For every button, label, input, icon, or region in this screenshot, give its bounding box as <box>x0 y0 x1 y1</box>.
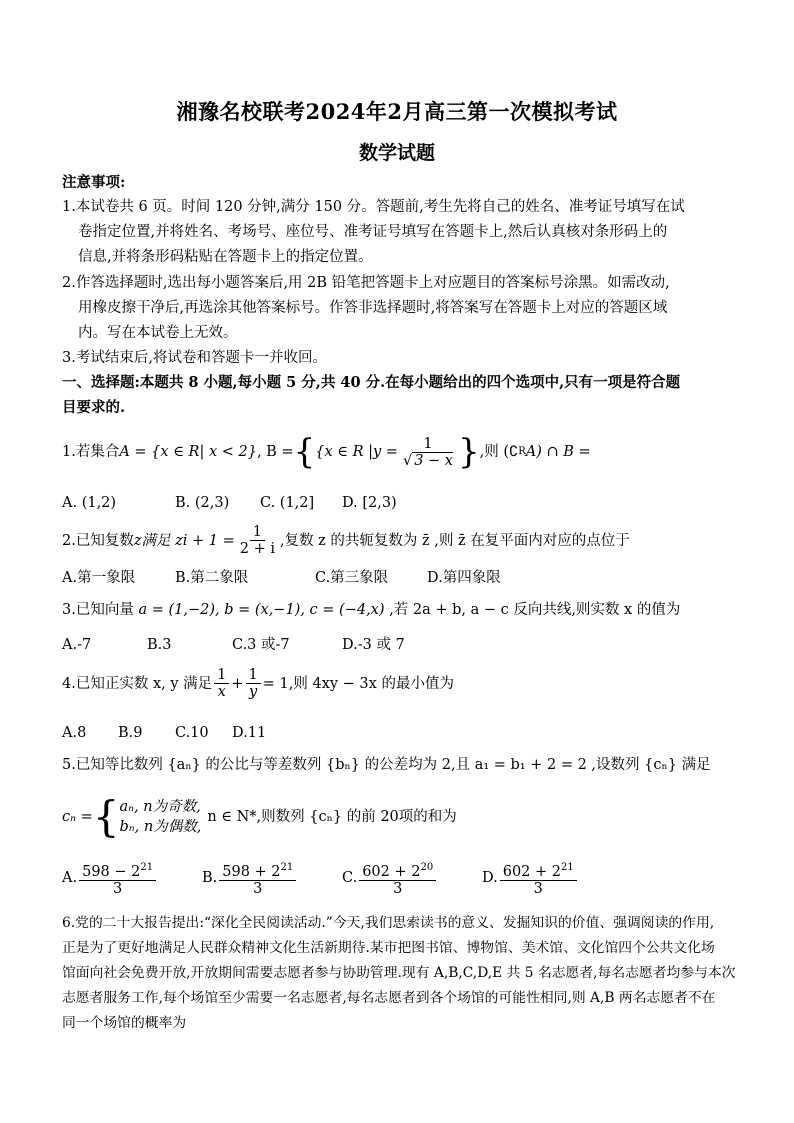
q5-option-b-numerator <box>219 860 296 881</box>
q4-option-a: A.8 <box>62 725 87 741</box>
q5-option-d-num: 602 + 2 <box>502 863 561 880</box>
q3-option-a: A.-7 <box>62 637 92 653</box>
question-3-stem <box>62 600 680 620</box>
q4-fraction-2 <box>246 667 261 700</box>
note-1-line-3: 信息,并将条形码粘贴在答题卡上的指定位置。 <box>78 249 373 265</box>
q4-fraction-1-denominator: x <box>217 684 226 700</box>
q3-text-a: 3.已知向量 <box>62 602 139 618</box>
question-6-line-2: 正是为了更好地满足人民群众精神文化生活新期待.某市把图书馆、博物馆、美术馆、文化馆四个公共文化场 <box>62 940 715 956</box>
q4-plus: + <box>231 675 244 692</box>
question-5-piecewise <box>62 792 457 841</box>
q3-vectors: a = (1,−2), b = (x,−1), c = (−4,x) <box>138 602 385 618</box>
q4-tail: = 1,则 4xy − 3x 的最小值为 <box>262 675 454 692</box>
q5-option-c-num: 602 + 2 <box>362 863 421 880</box>
q5-option-c-numerator <box>359 860 436 881</box>
q5-tail: n ∈ N*,则数列 {cₙ} 的前 20项的和为 <box>207 809 457 825</box>
note-2-line-2: 用橡皮擦干净后,再选涂其他答案标号。作答非选择题时,将答案写在答题卡上对应的答题区域 <box>78 300 668 316</box>
q2-option-b: B.第二象限 <box>175 570 249 586</box>
q1-tail-sub: R <box>518 446 526 457</box>
q1-option-a: A. (1,2) <box>62 495 117 511</box>
q4-option-d: D.11 <box>232 725 267 741</box>
q5-option-b-fraction <box>219 860 296 897</box>
q2-prefix: 2.已知复数 <box>62 532 134 549</box>
q5-option-d <box>482 860 579 897</box>
q1-set-b-left: {x ∈ R |y = <box>315 444 398 460</box>
note-2-line-3: 内。写在本试卷上无效。 <box>78 325 238 341</box>
question-6-line-5: 同一个场馆的概率为 <box>62 1015 187 1031</box>
q1-option-c: C. (1,2] <box>260 495 315 511</box>
q1-sqrt-radicand: 3 − x <box>414 452 453 469</box>
q5-option-a <box>62 860 158 897</box>
q1-tail-end: A) ∩ B = <box>525 444 591 460</box>
q2-fraction <box>237 524 278 557</box>
note-2-line-1: 2.作答选择题时,选出每小题答案后,用 2B 铅笔把答题卡上对应题目的答案标号涂黑。如需改动, <box>62 275 670 291</box>
q5-option-d-exp: 21 <box>561 862 574 873</box>
q1-prefix: 1.若集合 <box>62 444 120 460</box>
q5-option-a-numerator <box>79 860 156 881</box>
q4-fraction-2-denominator: y <box>249 684 258 700</box>
q5-option-b <box>202 860 298 897</box>
q4-fraction-1-numerator: 1 <box>214 667 229 684</box>
q3-text-b: ,若 2a + b, a − c 反向共线,则实数 x 的值为 <box>384 602 681 618</box>
q5-case-1: aₙ, n为奇数, <box>119 799 201 815</box>
exam-subtitle: 数学试题 <box>358 142 435 164</box>
q5-case-2: bₙ, n为偶数, <box>119 819 202 835</box>
question-2-stem <box>62 524 630 557</box>
q5-option-a-num: 598 − 2 <box>82 863 141 880</box>
q5-cn: cₙ = <box>62 809 93 825</box>
note-1-line-2: 卷指定位置,并将姓名、考场号、座位号、准考证号填写在答题卡上,然后认真核对条形码上的 <box>78 224 668 240</box>
q5-option-b-exp: 21 <box>280 862 294 873</box>
question-6-line-1: 6.党的二十大报告提出:“深化全民阅读活动.”今天,我们思索读书的意义、发掘知识的价值、强调阅读的作用, <box>62 915 715 931</box>
question-1-stem <box>62 432 591 472</box>
q5-option-b-denominator: 3 <box>253 880 263 897</box>
q5-option-a-exp: 21 <box>140 862 154 873</box>
q1-mid: , B = <box>256 444 294 460</box>
q5-option-a-label: A. <box>62 870 78 887</box>
notes-heading: 注意事项: <box>62 174 126 191</box>
q5-option-d-numerator <box>500 860 577 881</box>
exam-title: 湘豫名校联考2024年2月高三第一次模拟考试 <box>176 99 618 124</box>
q1-fraction-numerator: 1 <box>420 436 435 453</box>
q2-fraction-denominator: 2 + i <box>239 541 275 557</box>
q5-option-d-fraction <box>500 860 577 897</box>
question-6-line-3: 馆面向社会免费开放,开放期间需要志愿者参与协助管理.现有 A,B,C,D,E 共 5 名志愿者,每名志愿者均参与本次 <box>62 965 736 981</box>
q2-option-a: A.第一象限 <box>62 570 136 586</box>
section-1-heading-line-2: 目要求的. <box>62 399 126 416</box>
q3-option-c: C.3 或-7 <box>232 637 290 653</box>
note-3: 3.考试结束后,将试卷和答题卡一并收回。 <box>62 350 327 366</box>
q1-set-a: A = {x ∈ R| x < 2} <box>119 444 257 460</box>
q4-option-b: B.9 <box>118 725 143 741</box>
q1-fraction <box>400 436 456 469</box>
q2-tail: ,复数 z 的共轭复数为 z̄ ,则 z̄ 在复平面内对应的点位于 <box>279 532 630 549</box>
q5-option-b-num: 598 + 2 <box>222 863 281 880</box>
q5-option-d-denominator: 3 <box>533 880 543 897</box>
q4-option-c: C.10 <box>175 725 209 741</box>
q1-tail: ,则 (∁ <box>479 444 519 460</box>
question-6-line-4: 志愿者服务工作,每个场馆至少需要一名志愿者,每名志愿者到各个场馆的可能性相同,则 A,B 两名志愿者不在 <box>62 990 716 1006</box>
q1-close-brace: } <box>457 432 480 472</box>
q5-option-b-label: B. <box>202 870 218 887</box>
q5-option-a-fraction <box>79 860 156 897</box>
q4-fraction-1 <box>214 667 229 700</box>
q5-option-c-denominator: 3 <box>393 880 403 897</box>
q5-option-c-fraction <box>359 860 436 897</box>
q2-mid: 满足 zi + 1 = <box>141 532 235 549</box>
q2-z: z <box>133 532 142 549</box>
question-4-stem <box>62 667 454 700</box>
q5-option-c-label: C. <box>342 870 358 887</box>
q4-fraction-2-numerator: 1 <box>246 667 261 684</box>
q2-option-c: C.第三象限 <box>315 570 389 586</box>
q4-prefix: 4.已知正实数 x, y 满足 <box>62 675 213 692</box>
q5-option-a-denominator: 3 <box>112 880 123 897</box>
q5-option-d-label: D. <box>482 870 498 887</box>
q1-fraction-denominator: √ 3 − x <box>402 452 453 469</box>
q1-open-brace: { <box>293 432 316 472</box>
q1-option-d: D. [2,3) <box>342 495 397 511</box>
q1-option-b: B. (2,3) <box>175 495 230 511</box>
q3-option-b: B.3 <box>147 637 172 653</box>
q5-case-brace: { <box>92 792 120 841</box>
q3-option-d: D.-3 或 7 <box>342 637 405 653</box>
q5-cases <box>120 797 202 837</box>
q2-fraction-numerator: 1 <box>250 524 265 541</box>
note-1-line-1: 1.本试卷共 6 页。时间 120 分钟,满分 150 分。答题前,考生先将自己的姓名、准考证号填写在试 <box>62 199 685 215</box>
q5-option-c <box>342 860 438 897</box>
question-5-line-1: 5.已知等比数列 {aₙ} 的公比与等差数列 {bₙ} 的公差均为 2,且 a₁ = b₁ + 2 = 2 ,设数列 {cₙ} 满足 <box>62 757 711 773</box>
q5-option-c-exp: 20 <box>420 862 434 873</box>
q2-option-d: D.第四象限 <box>427 570 501 586</box>
section-1-heading-line-1: 一、选择题:本题共 8 小题,每小题 5 分,共 40 分.在每小题给出的四个选项中,只有一项是符合题 <box>62 374 681 391</box>
